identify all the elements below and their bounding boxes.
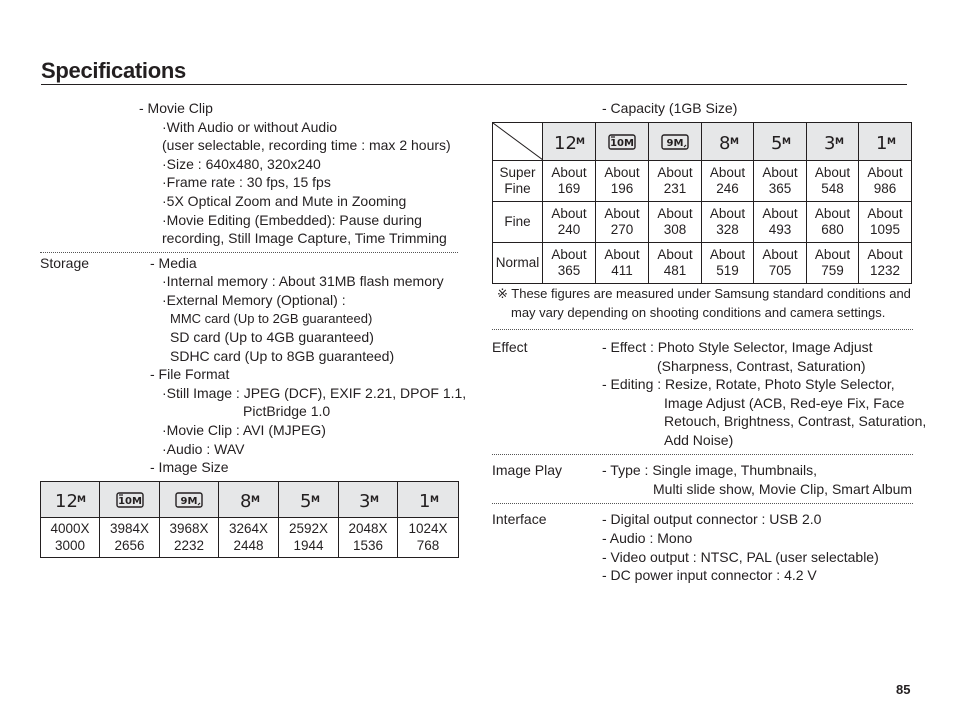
movie-clip-line: recording, Still Image Capture, Time Trimming	[162, 230, 447, 246]
capacity-cell: About 365	[543, 243, 596, 284]
image-size-cell: 4000X 3000	[41, 518, 100, 558]
image-size-heading: - Image Size	[150, 459, 229, 475]
svg-text:M: M	[576, 136, 585, 147]
editing-line: Image Adjust (ACB, Red-eye Fix, Face	[664, 395, 905, 411]
svg-text:M: M	[250, 494, 260, 505]
size-9m-icon	[649, 123, 702, 161]
editing-line: Retouch, Brightness, Contrast, Saturation,	[664, 413, 927, 429]
image-play-label: Image Play	[492, 462, 563, 478]
effect-line: - Effect : Photo Style Selector, Image Adjust	[602, 339, 873, 355]
section-divider	[492, 329, 913, 330]
svg-text:1: 1	[876, 132, 888, 153]
card-support: SD card (Up to 4GB guaranteed)	[170, 329, 374, 345]
svg-text:M: M	[77, 494, 86, 505]
interface-line: - Audio : Mono	[602, 530, 693, 546]
image-size-cell: 2592X 1944	[279, 518, 339, 558]
svg-text:3: 3	[359, 490, 371, 511]
editing-line: - Editing : Resize, Rotate, Photo Style Selector,	[602, 376, 895, 392]
section-divider	[40, 252, 458, 253]
capacity-cell: About 328	[702, 202, 754, 243]
image-size-cell: 3984X 2656	[100, 518, 160, 558]
external-memory: ·External Memory (Optional) :	[162, 292, 346, 308]
image-size-cell: 1024X 768	[398, 518, 459, 558]
effect-line: (Sharpness, Contrast, Saturation)	[657, 358, 866, 374]
capacity-cell: About 196	[596, 161, 649, 202]
still-image-format: ·Still Image : JPEG (DCF), EXIF 2.21, DPOF 1.1,	[162, 385, 467, 401]
movie-clip-line: ·Movie Editing (Embedded): Pause during	[162, 212, 422, 228]
size-10m-icon	[596, 123, 649, 161]
image-size-cell: 3968X 2232	[160, 518, 219, 558]
quality-label: Fine	[493, 202, 543, 243]
size-8m-icon	[219, 482, 279, 518]
size-1m-icon	[398, 482, 459, 518]
page-title: Specifications	[41, 58, 186, 83]
capacity-cell: About 1095	[859, 202, 912, 243]
svg-text:10M: 10M	[610, 137, 634, 149]
media-heading: - Media	[150, 255, 197, 271]
corner-cell	[493, 123, 543, 161]
effect-label: Effect	[492, 339, 528, 355]
capacity-cell: About 169	[543, 161, 596, 202]
capacity-note: ※ These figures are measured under Samsung standard conditions and	[497, 286, 911, 301]
capacity-cell: About 231	[649, 161, 702, 202]
image-play-line: Multi slide show, Movie Clip, Smart Album	[653, 481, 913, 497]
capacity-cell: About 246	[702, 161, 754, 202]
image-size-cell: 3264X 2448	[219, 518, 279, 558]
size-1m-icon	[859, 123, 912, 161]
svg-text:M: M	[430, 494, 439, 505]
size-12m-icon	[41, 482, 100, 518]
size-5m-icon	[279, 482, 339, 518]
capacity-cell: About 308	[649, 202, 702, 243]
movie-clip-line: ·Size : 640x480, 320x240	[162, 156, 321, 172]
svg-text:1: 1	[419, 490, 431, 511]
capacity-note: may vary depending on shooting conditions and camera settings.	[511, 305, 886, 320]
size-5m-icon	[754, 123, 807, 161]
movie-clip-heading: - Movie Clip	[139, 100, 213, 116]
svg-text:5: 5	[299, 490, 311, 511]
internal-memory: ·Internal memory : About 31MB flash memory	[162, 273, 444, 289]
section-divider	[492, 503, 913, 504]
movie-clip-line: ·Frame rate : 30 fps, 15 fps	[162, 174, 331, 190]
capacity-cell: About 411	[596, 243, 649, 284]
capacity-cell: About 759	[807, 243, 859, 284]
svg-text:M: M	[887, 136, 896, 147]
card-support: MMC card (Up to 2GB guaranteed)	[170, 311, 373, 326]
capacity-cell: About 240	[543, 202, 596, 243]
svg-text:5: 5	[771, 132, 783, 153]
svg-text:M: M	[370, 494, 379, 505]
capacity-cell: About 986	[859, 161, 912, 202]
size-9m-icon	[160, 482, 219, 518]
size-3m-icon	[339, 482, 398, 518]
svg-text:M: M	[729, 136, 739, 147]
card-support: SDHC card (Up to 8GB guaranteed)	[170, 348, 395, 364]
size-12m-icon	[543, 123, 596, 161]
page-number: 85	[896, 682, 911, 697]
capacity-cell: About 548	[807, 161, 859, 202]
capacity-cell: About 519	[702, 243, 754, 284]
svg-text:8: 8	[718, 132, 730, 153]
movie-clip-line: (user selectable, recording time : max 2 hours)	[162, 137, 451, 153]
size-8m-icon	[702, 123, 754, 161]
capacity-cell: About 493	[754, 202, 807, 243]
title-underline	[41, 84, 907, 85]
svg-text:12: 12	[554, 132, 577, 153]
storage-label: Storage	[40, 255, 90, 271]
file-format-heading: - File Format	[150, 366, 230, 382]
capacity-table	[492, 122, 912, 284]
editing-line: Add Noise)	[664, 432, 734, 448]
svg-text:M: M	[782, 136, 791, 147]
still-image-format-cont: PictBridge 1.0	[243, 403, 331, 419]
svg-text:10M: 10M	[117, 495, 142, 507]
svg-text:9M: 9M	[666, 137, 684, 149]
capacity-heading: - Capacity (1GB Size)	[602, 100, 738, 116]
quality-label: Normal	[493, 243, 543, 284]
audio-format: ·Audio : WAV	[162, 441, 245, 457]
svg-text:9M: 9M	[180, 495, 198, 507]
movie-clip-line: ·5X Optical Zoom and Mute in Zooming	[162, 193, 407, 209]
capacity-cell: About 270	[596, 202, 649, 243]
interface-line: - Video output : NTSC, PAL (user selectable)	[602, 549, 879, 565]
capacity-cell: About 365	[754, 161, 807, 202]
image-play-line: - Type : Single image, Thumbnails,	[602, 462, 818, 478]
interface-line: - DC power input connector : 4.2 V	[602, 567, 817, 583]
interface-label: Interface	[492, 511, 547, 527]
capacity-cell: About 481	[649, 243, 702, 284]
svg-text:8: 8	[239, 490, 251, 511]
size-3m-icon	[807, 123, 859, 161]
svg-text:M: M	[310, 494, 320, 505]
image-size-table	[40, 481, 459, 558]
movie-clip-format: ·Movie Clip : AVI (MJPEG)	[162, 422, 326, 438]
quality-label: Super Fine	[493, 161, 543, 202]
image-size-cell: 2048X 1536	[339, 518, 398, 558]
size-10m-icon	[100, 482, 160, 518]
capacity-cell: About 1232	[859, 243, 912, 284]
capacity-cell: About 705	[754, 243, 807, 284]
capacity-cell: About 680	[807, 202, 859, 243]
svg-text:12: 12	[55, 490, 78, 511]
svg-text:M: M	[834, 136, 844, 147]
interface-line: - Digital output connector : USB 2.0	[602, 511, 822, 527]
svg-text:3: 3	[823, 132, 835, 153]
movie-clip-line: ·With Audio or without Audio	[162, 119, 338, 135]
section-divider	[492, 454, 913, 455]
